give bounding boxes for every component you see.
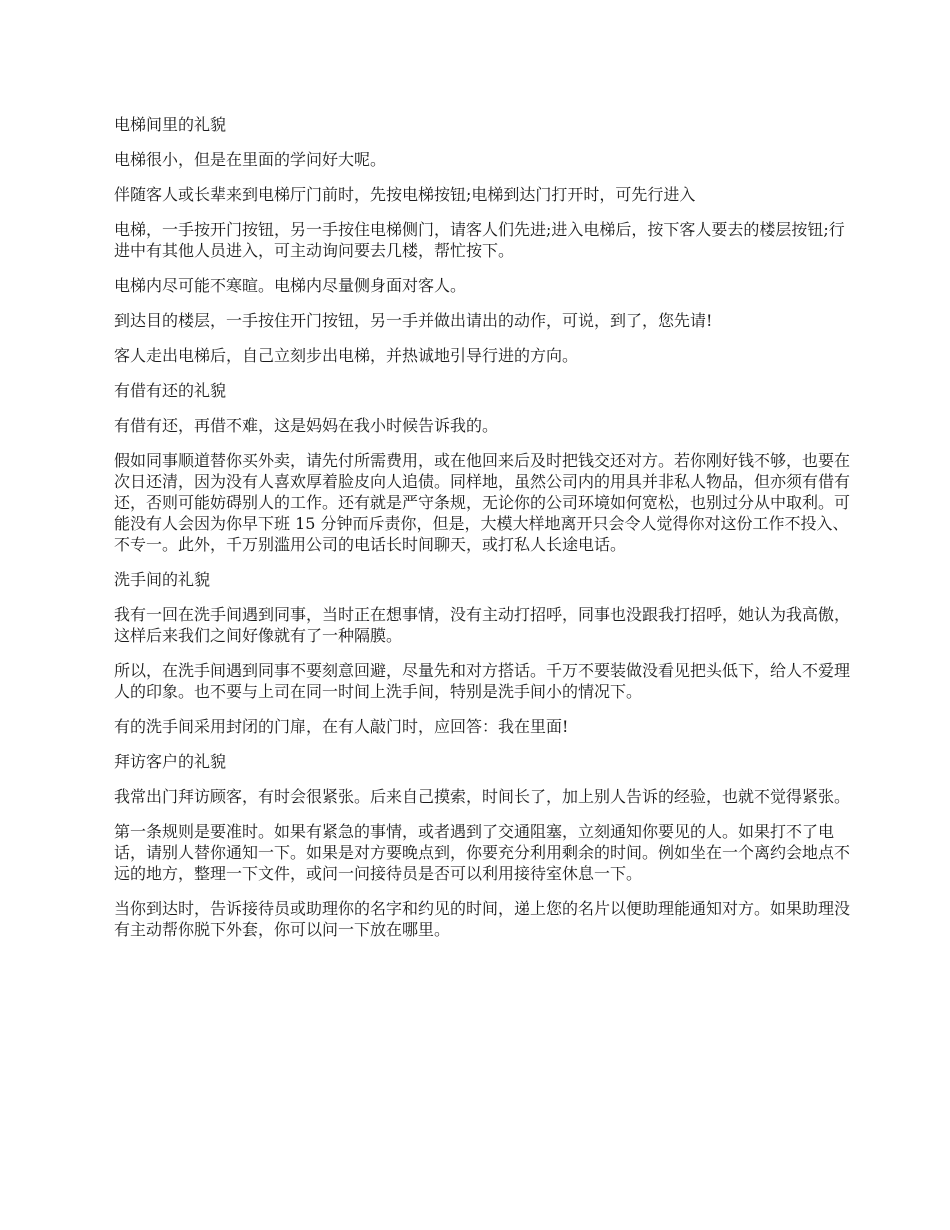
paragraph: 我有一回在洗手间遇到同事，当时正在想事情，没有主动打招呼，同事也没跟我打招呼，她认为我高傲，这样后来我们之间好像就有了一种隔膜。 [114, 605, 851, 645]
paragraph: 电梯很小，但是在里面的学问好大呢。 [114, 150, 387, 169]
paragraph: 当你到达时，告诉接待员或助理你的名字和约见的时间，递上您的名片以便助理能通知对方。如果助理没有主动帮你脱下外套，你可以问一下放在哪里。 [114, 899, 851, 939]
section-heading-client-visit: 拜访客户的礼貌 [114, 752, 227, 771]
paragraph: 有借有还，再借不难，这是妈妈在我小时候告诉我的。 [114, 416, 499, 435]
paragraph: 电梯，一手按开门按钮，另一手按住电梯侧门，请客人们先进;进入电梯后，按下客人要去的楼层按钮;行进中有其他人员进入，可主动询问要去几楼，帮忙按下。 [114, 220, 845, 260]
paragraph: 电梯内尽可能不寒暄。电梯内尽量侧身面对客人。 [114, 276, 467, 295]
section-heading-restroom: 洗手间的礼貌 [114, 570, 211, 589]
paragraph: 伴随客人或长辈来到电梯厅门前时，先按电梯按钮;电梯到达门打开时，可先行进入 [114, 185, 696, 204]
paragraph: 我常出门拜访顾客，有时会很紧张。后来自己摸索，时间长了，加上别人告诉的经验，也就不觉得紧张。 [114, 787, 851, 806]
paragraph: 有的洗手间采用封闭的门扉，在有人敲门时，应回答：我在里面! [114, 717, 569, 736]
section-heading-elevator: 电梯间里的礼貌 [114, 115, 227, 134]
section-heading-borrowing: 有借有还的礼貌 [114, 381, 227, 400]
paragraph: 假如同事顺道替你买外卖，请先付所需费用，或在他回来后及时把钱交还对方。若你刚好钱不够，也要在次日还清，因为没有人喜欢厚着脸皮向人追债。同样地，虽然公司内的用具并非私人物品，但亦须有借有还，否则可能妨碍别人的工作。还有就是严守条规，无论你的公司环境如何宽松，也别过分从中取利。可能没有人会因为你早下班 15 分钟而斥责你，但是，大模大样地离开只会令人觉得你对这份工作不投入、不专一。此外，千万别滥用公司的电话长时间聊天，或打私人长途电话。 [114, 451, 851, 554]
paragraph: 所以，在洗手间遇到同事不要刻意回避，尽量先和对方搭话。千万不要装做没看见把头低下，给人不爱理人的印象。也不要与上司在同一时间上洗手间，特别是洗手间小的情况下。 [114, 661, 851, 701]
paragraph: 到达目的楼层，一手按住开门按钮，另一手并做出请出的动作，可说，到了，您先请! [114, 311, 713, 330]
paragraph: 第一条规则是要准时。如果有紧急的事情，或者遇到了交通阻塞，立刻通知你要见的人。如果打不了电话，请别人替你通知一下。如果是对方要晚点到，你要充分利用剩余的时间。例如坐在一个离约会地点不远的地方，整理一下文件，或问一问接待员是否可以利用接待室休息一下。 [114, 822, 851, 883]
paragraph: 客人走出电梯后，自己立刻步出电梯，并热诚地引导行进的方向。 [114, 346, 579, 365]
document-page [114, 114, 856, 954]
